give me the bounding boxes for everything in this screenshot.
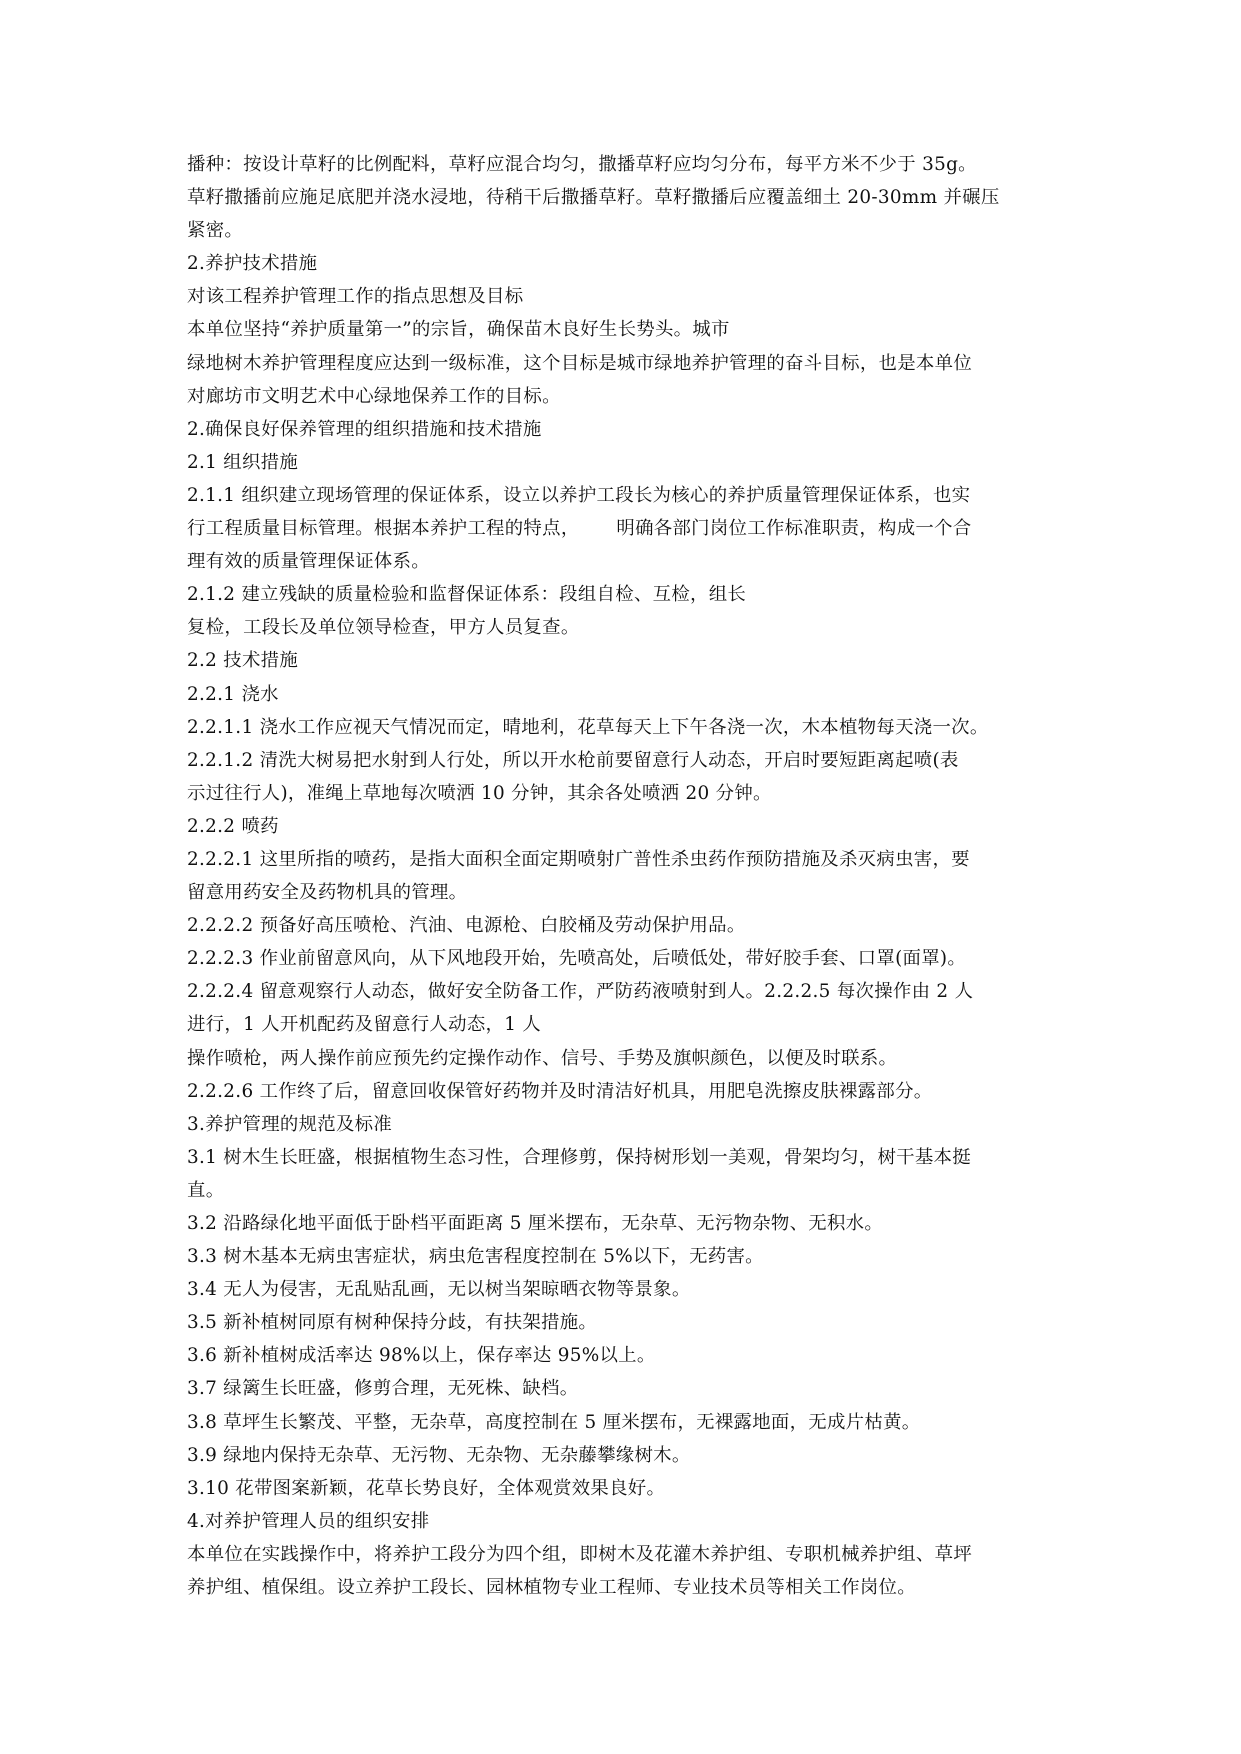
text-line: 2.2.2.4 留意观察行人动态，做好安全防备工作，严防药液喷射到人。2.2.2.5 每次操作由 2 人 xyxy=(187,981,974,1003)
text-line: 2.2.1 浇水 xyxy=(187,683,279,705)
text-line: 3.1 树木生长旺盛，根据植物生态习性，合理修剪，保持树形划一美观，骨架均匀，树干基本挺 xyxy=(187,1146,971,1168)
text-line: 草籽撒播前应施足底肥并浇水浸地，待稍干后撒播草籽。草籽撒播后应覆盖细土 20-30mm 并碾压 xyxy=(187,187,1000,209)
text-line: 对该工程养护管理工作的指点思想及目标 xyxy=(187,286,524,308)
text-line: 操作喷枪，两人操作前应预先约定操作动作、信号、手势及旗帜颜色，以便及时联系。 xyxy=(187,1047,898,1069)
text-line: 2.2.2.1 这里所指的喷药，是指大面积全面定期喷射广普性杀虫药作预防措施及杀灭病虫害，要 xyxy=(187,848,970,870)
text-line: 2.养护技术措施 xyxy=(187,253,318,275)
text-line: 3.5 新补植树同原有树种保持分歧，有扶架措施。 xyxy=(187,1312,598,1334)
text-line: 3.6 新补植树成活率达 98%以上，保存率达 95%以上。 xyxy=(187,1345,656,1367)
text-line: 示过往行人)，准绳上草地每次喷洒 10 分钟，其余各处喷洒 20 分钟。 xyxy=(187,782,772,804)
text-line: 3.8 草坪生长繁茂、平整，无杂草，高度控制在 5 厘米摆布，无裸露地面，无成片枯黄。 xyxy=(187,1411,921,1433)
text-line: 2.2.2.3 作业前留意风向，从下风地段开始，先喷高处，后喷低处，带好胶手套、口罩(面罩)。 xyxy=(187,948,967,970)
text-line: 养护组、植保组。设立养护工段长、园林植物专业工程师、专业技术员等相关工作岗位。 xyxy=(187,1577,916,1599)
text-line: 4.对养护管理人员的组织安排 xyxy=(187,1510,430,1532)
text-line: 行工程质量目标管理。根据本养护工程的特点， 明确各部门岗位工作标准职责，构成一个合 xyxy=(187,518,972,540)
text-line: 本单位坚持“养护质量第一”的宗旨，确保苗木良好生长势头。城市 xyxy=(187,319,730,341)
text-line: 3.2 沿路绿化地平面低于卧档平面距离 5 厘米摆布，无杂草、无污物杂物、无积水。 xyxy=(187,1213,884,1234)
text-line: 3.9 绿地内保持无杂草、无污物、无杂物、无杂藤攀缘树木。 xyxy=(187,1444,691,1466)
text-line: 直。 xyxy=(187,1179,225,1201)
text-line: 理有效的质量管理保证体系。 xyxy=(187,551,430,573)
text-line: 2.2.2.6 工作终了后，留意回收保管好药物并及时清洁好机具，用肥皂洗擦皮肤裸露部分。 xyxy=(187,1080,933,1102)
text-line: 2.2.2 喷药 xyxy=(187,815,279,837)
text-line: 2.确保良好保养管理的组织措施和技术措施 xyxy=(187,418,542,440)
text-line: 播种：按设计草籽的比例配料，草籽应混合均匀，撒播草籽应均匀分布，每平方米不少于 35g。 xyxy=(187,154,977,175)
text-line: 2.2.1.2 清洗大树易把水射到人行处，所以开水枪前要留意行人动态，开启时要短距离起喷(表 xyxy=(187,749,959,771)
text-line: 2.2 技术措施 xyxy=(187,650,299,672)
text-line: 2.2.2.2 预备好高压喷枪、汽油、电源枪、白胶桶及劳动保护用品。 xyxy=(187,915,746,937)
text-line: 2.1 组织措施 xyxy=(187,451,299,473)
text-line: 对廊坊市文明艺术中心绿地保养工作的目标。 xyxy=(187,385,561,407)
text-line: 3.3 树木基本无病虫害症状，病虫危害程度控制在 5%以下，无药害。 xyxy=(187,1246,764,1268)
text-line: 3.7 绿篱生长旺盛，修剪合理，无死株、缺档。 xyxy=(187,1378,579,1400)
text-line: 紧密。 xyxy=(187,220,244,242)
document-body xyxy=(187,148,1067,1604)
text-line: 2.1.1 组织建立现场管理的保证体系，设立以养护工段长为核心的养护质量管理保证体系，也实 xyxy=(187,484,971,506)
text-line: 本单位在实践操作中，将养护工段分为四个组，即树木及花灌木养护组、专职机械养护组、草坪 xyxy=(187,1543,973,1565)
text-line: 进行，1 人开机配药及留意行人动态，1 人 xyxy=(187,1014,542,1036)
text-line: 2.1.2 建立残缺的质量检验和监督保证体系：段组自检、互检，组长 xyxy=(187,584,747,606)
text-line: 3.10 花带图案新颖，花草长势良好，全体观赏效果良好。 xyxy=(187,1477,666,1499)
text-line: 3.4 无人为侵害，无乱贴乱画，无以树当架晾晒衣物等景象。 xyxy=(187,1279,691,1301)
text-line: 2.2.1.1 浇水工作应视天气情况而定，晴地利，花草每天上下午各浇一次，木本植物每天浇一次。 xyxy=(187,716,989,738)
text-line: 绿地树木养护管理程度应达到一级标准，这个目标是城市绿地养护管理的奋斗目标，也是本单位 xyxy=(187,352,973,374)
text-line: 留意用药安全及药物机具的管理。 xyxy=(187,882,468,904)
text-line: 3.养护管理的规范及标准 xyxy=(187,1113,393,1135)
text-line: 复检，工段长及单位领导检查，甲方人员复查。 xyxy=(187,617,580,639)
